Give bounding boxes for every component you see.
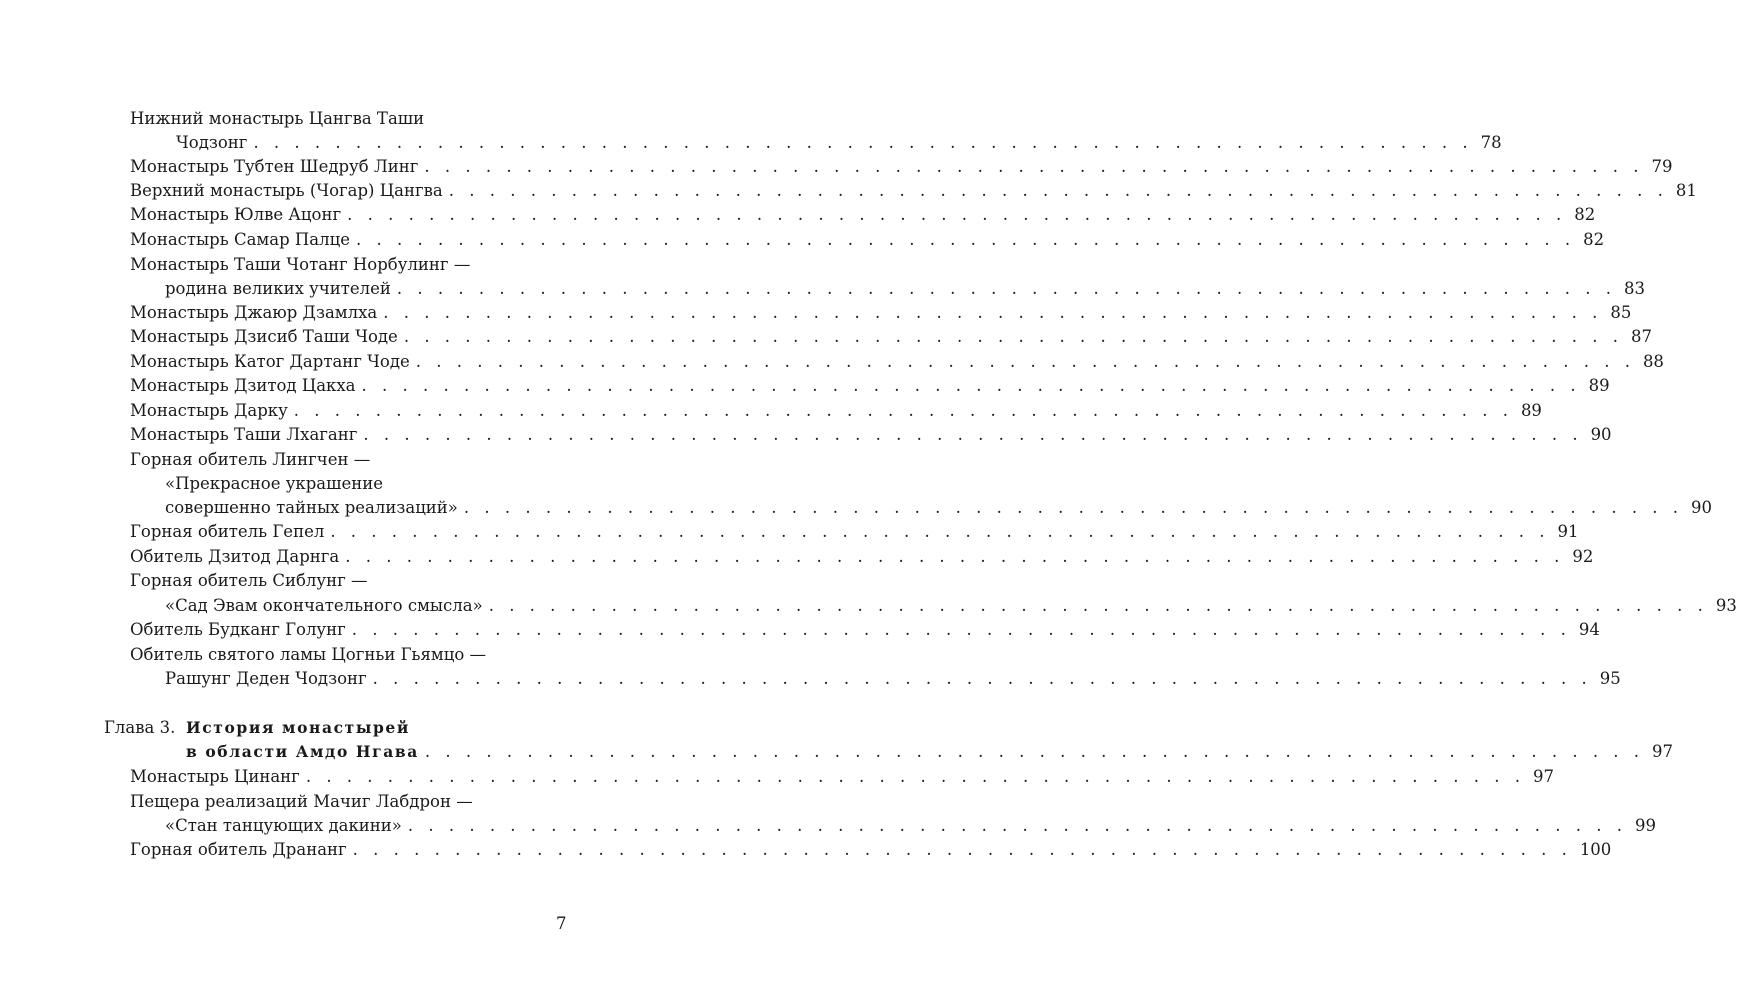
- chapter-heading: [186, 716, 566, 740]
- toc-entry: [130, 179, 1697, 203]
- toc-entry-title: «Сад Эвам окончательного смысла»: [165, 596, 483, 615]
- toc-entry-title: Монастырь Самар Палце: [130, 230, 350, 249]
- toc-entry-page: 92: [1572, 547, 1594, 566]
- toc-entry: [130, 203, 1596, 227]
- toc-entry-title: «Стан танцующих дакини»: [165, 816, 402, 835]
- toc-entry: [165, 277, 1646, 301]
- toc-entry-title: Монастырь Тубтен Шедруб Линг: [130, 157, 419, 176]
- toc-entry-page: 90: [1691, 498, 1713, 517]
- toc-entry-title: Монастырь Юлве Ацонг: [130, 205, 342, 224]
- toc-entry-title: Нижний монастырь Цангва Таши: [130, 109, 425, 128]
- toc-entry: [130, 155, 1673, 179]
- toc-entry-page: 85: [1610, 303, 1632, 322]
- toc-entry-title: совершенно тайных реализаций»: [165, 498, 458, 517]
- toc-entry-title: Обитель Дзитод Дарнга: [130, 547, 340, 566]
- toc-entry: [130, 399, 1542, 423]
- toc-entry: [130, 374, 1610, 398]
- toc-entry-title: Обитель Будканг Голунг: [130, 620, 346, 639]
- toc-entry-title: Пещера реализаций Мачиг Лабдрон —: [130, 792, 473, 811]
- toc-entry-page: 94: [1578, 620, 1600, 639]
- toc-entry: [130, 545, 1594, 569]
- dot-leader: . . . . . . . . . . . . . . . . . . . . . . . . . . . . . . . . . . . . . . . . . . . . . . . . . . . . . . . . . . . .: [347, 205, 1567, 224]
- toc-entry-page: 97: [1532, 767, 1554, 786]
- toc-entry-page: 99: [1635, 816, 1656, 835]
- chapter-title-line1: История монастырей: [186, 718, 410, 737]
- toc-entry-title: Чодзонг: [176, 133, 248, 152]
- toc-entry-title: Монастырь Катог Дартанг Чоде: [130, 352, 410, 371]
- toc-entry-title: Монастырь Цинанг: [130, 767, 300, 786]
- toc-entry: [130, 520, 1579, 544]
- dot-leader: . . . . . . . . . . . . . . . . . . . . . . . . . . . . . . . . . . . . . . . . . . . . . . . . . . . . . . . . . . . .: [403, 327, 1623, 346]
- toc-entry-page: 82: [1574, 205, 1596, 224]
- toc-entry: [130, 423, 1612, 447]
- dot-leader: . . . . . . . . . . . . . . . . . . . . . . . . . . . . . . . . . . . . . . . . . . . . . . . . . . . . . . . . . . . .: [305, 767, 1525, 786]
- toc-entry-title: Монастырь Джаюр Дзамлха: [130, 303, 378, 322]
- dot-leader: . . . . . . . . . . . . . . . . . . . . . . . . . . . . . . . . . . . . . . . . . . . . . . . . . . . . . . . . . . . .: [415, 352, 1635, 371]
- dot-leader: . . . . . . . . . . . . . . . . . . . . . . . . . . . . . . . . . . . . . . . . . . . . . . . . . . . . . . . . . . . .: [293, 401, 1513, 420]
- toc-entry-title: Монастырь Таши Лхаганг: [130, 425, 358, 444]
- toc-entry: [130, 350, 1664, 374]
- toc-entry: [165, 496, 1713, 520]
- toc-entry-page: 83: [1624, 279, 1646, 298]
- dot-leader: . . . . . . . . . . . . . . . . . . . . . . . . . . . . . . . . . . . . . . . . . . . . . . . . . . . . . . . . . . . .: [345, 547, 1565, 566]
- toc-entry: [130, 301, 1632, 325]
- toc-entry-title: Монастырь Дарку: [130, 401, 288, 420]
- chapter-heading: [186, 740, 1674, 764]
- toc-entry-page: 82: [1583, 230, 1605, 249]
- toc-entry-title: Монастырь Дзитод Цакха: [130, 376, 356, 395]
- toc-entry: [130, 643, 570, 667]
- toc-entry-page: 90: [1590, 425, 1612, 444]
- toc-entry-page: 88: [1642, 352, 1664, 371]
- dot-leader: . . . . . . . . . . . . . . . . . . . . . . . . . . . . . . . . . . . . . . . . . . . . . . . . . . . . . . . . . . . .: [383, 303, 1603, 322]
- toc-entry-page: 89: [1520, 401, 1542, 420]
- dot-leader: . . . . . . . . . . . . . . . . . . . . . . . . . . . . . . . . . . . . . . . . . . . . . . . . . . . . . . . . . . . .: [355, 230, 1576, 249]
- toc-entry-page: 78: [1480, 133, 1502, 152]
- toc-entry-page: 95: [1599, 669, 1621, 688]
- toc-entry-title: Горная обитель Сиблунг —: [130, 571, 368, 590]
- page-number: 7: [556, 914, 567, 933]
- toc-entry: [130, 107, 570, 131]
- chapter-label-text: Глава 3.: [104, 718, 176, 737]
- toc-entry: [130, 838, 1612, 862]
- toc-entry-page: 79: [1651, 157, 1673, 176]
- toc-entry: [130, 618, 1600, 642]
- toc-entry-title: Рашунг Деден Чодзонг: [165, 669, 367, 688]
- dot-leader: . . . . . . . . . . . . . . . . . . . . . . . . . . . . . . . . . . . . . . . . . . . . . . . . . . . . . . . . . . . .: [372, 669, 1592, 688]
- dot-leader: . . . . . . . . . . . . . . . . . . . . . . . . . . . . . . . . . . . . . . . . . . . . . . . . . . . . . . . . . . . .: [361, 376, 1581, 395]
- toc-entry-title: Горная обитель Дрананг: [130, 840, 347, 859]
- chapter-page: 97: [1652, 742, 1674, 761]
- toc-entry-title: Монастырь Дзисиб Таши Чоде: [130, 327, 398, 346]
- toc-entry: [130, 325, 1652, 349]
- toc-entry: [176, 131, 1502, 155]
- dot-leader: . . . . . . . . . . . . . . . . . . . . . . . . . . . . . . . . . . . . . . . . . . . . . . . . . . . . . . . . . . . .: [351, 620, 1571, 639]
- toc-entry: [165, 814, 1656, 838]
- toc-entry: [130, 253, 570, 277]
- toc-entry-title: родина великих учителей: [165, 279, 391, 298]
- toc-entry: [165, 594, 1737, 618]
- toc-entry: [130, 448, 570, 472]
- toc-entry: [130, 790, 570, 814]
- toc-entry-page: 87: [1630, 327, 1652, 346]
- dot-leader: . . . . . . . . . . . . . . . . . . . . . . . . . . . . . . . . . . . . . . . . . . . . . . . . . . . . . . . . . . . .: [253, 133, 1473, 152]
- dot-leader: . . . . . . . . . . . . . . . . . . . . . . . . . . . . . . . . . . . . . . . . . . . . . . . . . . . . . . . . . . . .: [352, 840, 1572, 859]
- chapter-title-line2: в области Амдо Нгава: [186, 742, 419, 761]
- toc-entry: [165, 667, 1621, 691]
- toc-entry-page: 100: [1579, 840, 1612, 859]
- dot-leader: . . . . . . . . . . . . . . . . . . . . . . . . . . . . . . . . . . . . . . . . . . . . . . . . . . . . . . . . . . . .: [448, 181, 1668, 200]
- toc-entry-page: 81: [1675, 181, 1697, 200]
- toc-entry-title: Горная обитель Лингчен —: [130, 450, 371, 469]
- toc-entry-page: 91: [1557, 522, 1579, 541]
- dot-leader: . . . . . . . . . . . . . . . . . . . . . . . . . . . . . . . . . . . . . . . . . . . . . . . . . . . . . . . . . . . .: [463, 498, 1684, 517]
- dot-leader: . . . . . . . . . . . . . . . . . . . . . . . . . . . . . . . . . . . . . . . . . . . . . . . . . . . . . . . . . . . .: [424, 157, 1644, 176]
- toc-entry-title: Обитель святого ламы Цогньи Гьямцо —: [130, 645, 487, 664]
- toc-entry-page: 93: [1715, 596, 1737, 615]
- toc-entry-page: 89: [1588, 376, 1610, 395]
- chapter-label: [104, 716, 175, 740]
- dot-leader: . . . . . . . . . . . . . . . . . . . . . . . . . . . . . . . . . . . . . . . . . . . . . . . . . . . . . . . . . . . .: [396, 279, 1617, 298]
- toc-entry-title: «Прекрасное украшение: [165, 474, 383, 493]
- toc-entry-title: Горная обитель Гепел: [130, 522, 325, 541]
- toc-entry: [130, 569, 570, 593]
- toc-entry: [165, 472, 565, 496]
- dot-leader: . . . . . . . . . . . . . . . . . . . . . . . . . . . . . . . . . . . . . . . . . . . . . . . . . . . . . . . . . . . .: [363, 425, 1583, 444]
- dot-leader: . . . . . . . . . . . . . . . . . . . . . . . . . . . . . . . . . . . . . . . . . . . . . . . . . . . . . . . . . . . .: [330, 522, 1550, 541]
- dot-leader: . . . . . . . . . . . . . . . . . . . . . . . . . . . . . . . . . . . . . . . . . . . . . . . . . . . . . . . . . . . .: [488, 596, 1708, 615]
- toc-entry-title: Верхний монастырь (Чогар) Цангва: [130, 181, 443, 200]
- dot-leader: . . . . . . . . . . . . . . . . . . . . . . . . . . . . . . . . . . . . . . . . . . . . . . . . . . . . . . . . . . . .: [424, 742, 1645, 761]
- dot-leader: . . . . . . . . . . . . . . . . . . . . . . . . . . . . . . . . . . . . . . . . . . . . . . . . . . . . . . . . . . . .: [407, 816, 1627, 835]
- toc-entry-title: Монастырь Таши Чотанг Норбулинг —: [130, 255, 471, 274]
- toc-entry: [130, 228, 1605, 252]
- toc-entry: [130, 765, 1554, 789]
